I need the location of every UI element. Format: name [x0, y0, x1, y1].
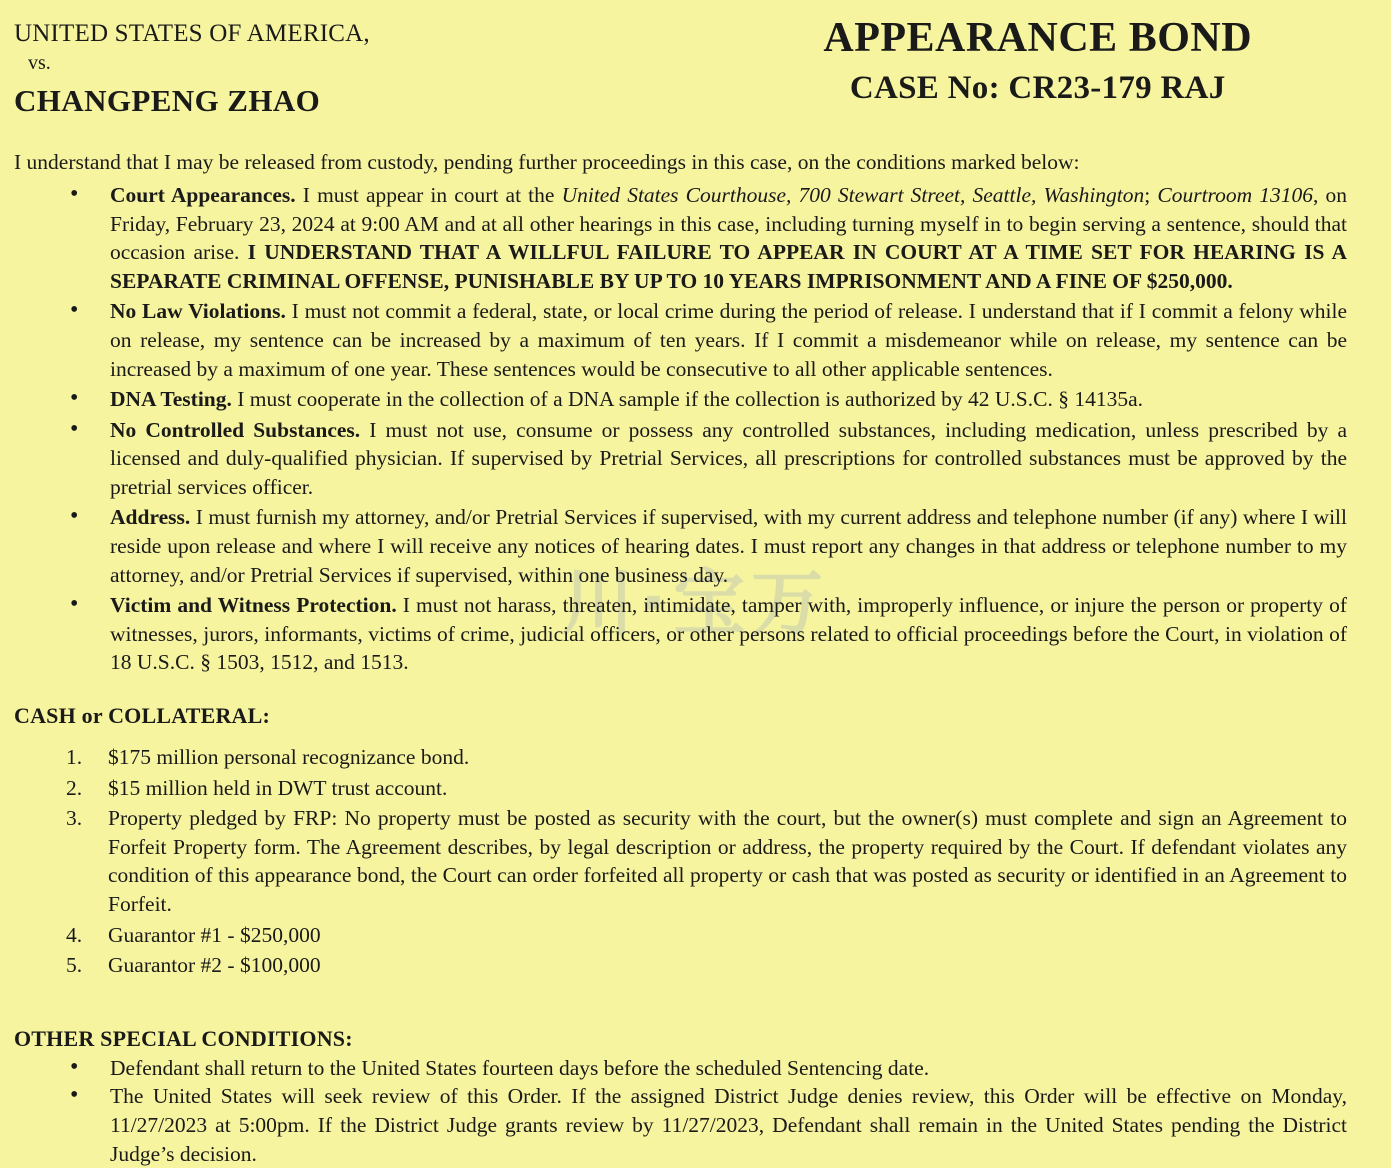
condition-label: Address. [110, 505, 191, 530]
list-item [60, 385, 1347, 414]
versus-label: vs. [28, 52, 51, 74]
condition-text-2: ; [1144, 182, 1158, 207]
condition-text: I must not use, consume or possess any controlled substances, including medication, unless prescribed by a licensed and duly-qualified physician. If supervised by Pretrial Services, all prescriptions for controlled substances must be approved by the pretrial services officer. [110, 417, 1347, 499]
case-caption [14, 14, 714, 119]
list-item: $175 million personal recognizance bond. [108, 745, 470, 770]
condition-label: No Controlled Substances. [110, 417, 361, 442]
list-item: • Defendant shall return to the United States fourteen days before the scheduled Sentencing date. [60, 1054, 1347, 1083]
list-item [60, 297, 1347, 383]
condition-text: I must not harass, threaten, intimidate, tamper with, improperly influence, or injure the person or property of witnesses, jurors, informants, victims of crime, judicial officers, or other persons related to official proceedings before the Court, in violation of 18 U.S.C. § 1503, 1512, and 1513. [110, 593, 1347, 675]
document-title: APPEARANCE BOND [823, 15, 1253, 61]
cash-collateral-heading: CASH or COLLATERAL: [14, 703, 271, 729]
special-conditions-heading: OTHER SPECIAL CONDITIONS: [14, 1025, 353, 1051]
watermark-text: 川·宝万 [561, 561, 830, 645]
intro-paragraph: I understand that I may be released from custody, pending further proceedings in this case, on the conditions marked below: [14, 150, 1080, 174]
list-item [60, 591, 1347, 677]
condition-warning: I UNDERSTAND THAT A WILLFUL FAILURE TO APPEAR IN COURT AT A TIME SET FOR HEARING IS A SEPARATE CRIMINAL OFFENSE, PUNISHABLE BY UP TO 10 YEARS IMPRISONMENT AND A FINE OF $250,000. [110, 240, 1347, 293]
condition-text: I must cooperate in the collection of a DNA sample if the collection is authorized by 42 U.S.C. § 14135a. [231, 387, 1144, 412]
list-item: Guarantor #1 - $250,000 [108, 922, 321, 947]
document-body [0, 149, 1391, 1168]
condition-text-1: I must appear in court at the [295, 182, 562, 207]
list-item: Guarantor #2 - $100,000 [108, 953, 321, 978]
case-number: CASE No: CR23-179 RAJ [849, 70, 1226, 107]
collateral-list [14, 743, 1347, 980]
list-item [60, 181, 1347, 295]
list-item: $15 million held in DWT trust account. [108, 775, 448, 800]
special-conditions-list [14, 1054, 1347, 1168]
list-item: • The United States will seek review of this Order. If the assigned District Judge denies review, this Order will be effective on Monday, 11/27/2023 at 5:00pm. If the District Judge grants review by 11/27/2023, Defendant shall remain in the United States pending the District Judge’s decision. [60, 1082, 1347, 1168]
defendant-name: CHANGPENG ZHAO [14, 83, 321, 118]
plaintiff-name: UNITED STATES OF AMERICA, [14, 20, 370, 47]
title-block [714, 14, 1361, 107]
document-header [0, 0, 1391, 119]
condition-label: Court Appearances. [110, 182, 296, 207]
condition-text: I must furnish my attorney, and/or Pretrial Services if supervised, with my current address and telephone number (if any) where I will reside upon release and where I will receive any notices of hearing dates. I must report any changes in that address or telephone number to my attorney, and/or Pretrial Services if supervised, within one business day. [110, 505, 1347, 587]
condition-label: DNA Testing. [110, 387, 232, 412]
condition-text: I must not commit a federal, state, or local crime during the period of release. I understand that if I commit a felony while on release, my sentence can be increased by a maximum of ten years. If I commit a misdemeanor while on release, my sentence can be increased by a maximum of one year. These sentences would be consecutive to all other applicable sentences. [110, 299, 1348, 381]
list-item: Property pledged by FRP: No property must be posted as security with the court, but the owner(s) must complete and sign an Agreement to Forfeit Property form. The Agreement describes, by legal description or address, the property required by the Court. If defendant violates any condition of this appearance bond, the Court can order forfeited all property or cash that was posted as security or identified in an Agreement to Forfeit. [108, 806, 1347, 916]
condition-italic-1: United States Courthouse, 700 Stewart Street, Seattle, Washington [561, 182, 1145, 207]
list-item [60, 503, 1347, 589]
condition-label: No Law Violations. [110, 299, 286, 324]
condition-text-3: , on Friday, February 23, 2024 at 9:00 AM and at all other hearings in this case, including turning myself in to begin serving a sentence, should that occasion arise. [110, 182, 1348, 265]
list-item [60, 416, 1347, 502]
condition-label: Victim and Witness Protection. [110, 593, 397, 618]
conditions-list [14, 181, 1347, 677]
condition-italic-2: Courtroom 13106 [1157, 182, 1314, 207]
